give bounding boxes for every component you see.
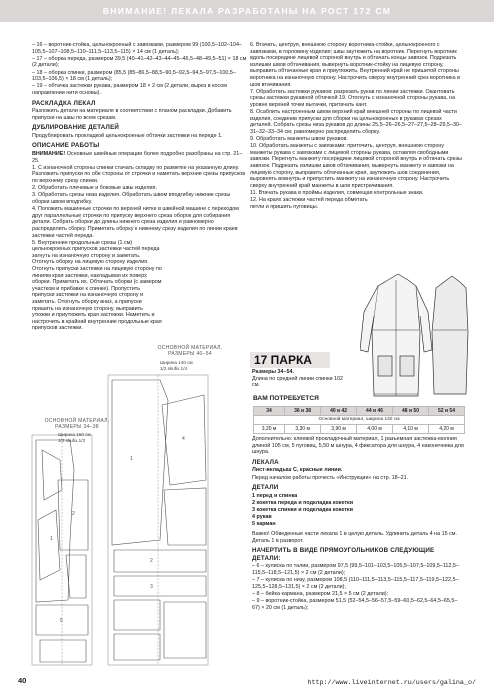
pattern2-label: ОСНОВНОЙ МАТЕРИАЛ, РАЗМЕРЫ 40–54 xyxy=(157,345,223,357)
work-lead xyxy=(32,151,248,164)
pattern-sheet: Лист-вкладыш С, красные линии. xyxy=(252,467,343,474)
step-8: 8. Осаблить настроенным швом верхний край внешней стороны по лицевой части изделия, соединив припуски для сборки на цельнокроеных в рукавах срезах деталей. Собрать срезы низа рукавов до длины 25,5–26–26,5–27–27,5–28–29,5–30–31–32–33–34 см; равномерно распределить сборку. xyxy=(250,109,463,135)
detail-item: 5 карман xyxy=(252,521,276,528)
pattern2-sub: Ширина 140 см 1/2 skufix.1/4 xyxy=(160,360,193,371)
table-cell: 3,30 м xyxy=(285,425,321,434)
left-column xyxy=(32,42,248,333)
work-step-3: 3. Обработать срезы низа изделия. Обработать швом вподгибку нижние срезы оборки швом вподгибку. xyxy=(32,192,231,205)
page-number: 40 xyxy=(18,675,27,685)
table-row xyxy=(254,425,465,434)
step-6: 6. Втачать, центруя, внешнюю сторону воротника-стойки, цельнокроеного с завязками, в горловину изделия; швы заутюжить на воротник. Перегнуть воротник вдоль посередине лицевой стороной внутрь и обтачать концы завязок. Подрезать излишки швов обтачивания, вывернуть воротник-стойку на лицевую сторону, выправить обтачанные края и приутюжить. Внутренний край не пришитой стороны воротника на изнаночную сторону. Настрочить сверху внутренний срез воротника в шов втачивания. xyxy=(250,42,460,88)
step-10: 10. Обработать манжеты с завязками: приточить, центруя, внешнюю сторону манжеты рукава с завязками с лицевой стороны рукава, оставляя свободными завязки. Перегнуть манжету посередине лицевой стороной внутрь и обтачать срезы завязок. Подрезать излишки швов обтачивания, вывернуть манжету и завязки на лицевую сторону, выправить обтачанные края, заутюжить шов соединения, выровнять вовнутрь и припустить манжету на изнаночную сторону. Настрочить сверху внутренний край манжеты в шов пристрачивания. xyxy=(250,143,462,189)
heading-rectangles: НАЧЕРТИТЬ В ВИДЕ ПРЯМОУГОЛЬНИКОВ СЛЕДУЮЩИЕ ДЕТАЛИ: xyxy=(252,547,435,562)
table-cell: 4,00 м xyxy=(357,425,393,434)
detail-16: – 16 – воротник-стойка, цельнокроеный с завязками, размером 99 (100,5–102–104–105,5–107–108,5–110–111,5–113,5–115) × 14 см (1 деталь); xyxy=(32,42,242,55)
heading-work: ОПИСАНИЕ РАБОТЫ xyxy=(32,142,100,150)
table-cell: 4,10 м xyxy=(393,425,429,434)
pattern-layout-diagram xyxy=(30,340,245,670)
detail-item: 3 кокетка спинки и подкладка кокетки xyxy=(252,507,353,514)
step-9: 9. Обработать манжеты швом рукавов. xyxy=(250,136,348,143)
size-col: 52 и 54 xyxy=(429,407,465,416)
parka-illustration xyxy=(360,272,472,402)
detail-item: 4 рукав xyxy=(252,514,272,521)
table-header-row xyxy=(254,407,465,416)
size-col: 44 и 46 xyxy=(357,407,393,416)
svg-text:2: 2 xyxy=(72,511,75,517)
work-step-5: 5. Внутренние продольные срезы (1 см) цельнокроеных припусков застежки частей переда загнуть на изнаночную сторону и заметать. Отогнуть оборку на лицевую сторону изделия. Отогнуть припуски застежки на лицевую сторону по линиям края застежки, накладывая их поверх оборки. Приметать их. Обтачать оборки (с замером участком и прибавке к спинке). Пропустить припуски застежки на изнаночную сторону и заметать. Отогнуть оборку вниз, а припуски пришить на изнаночную сторону, выправить утюжки и приутюжить края застежки. Наметить и настрочить в крайний внутренние продольные края припусков застежки. xyxy=(32,239,162,332)
right-column xyxy=(250,42,465,211)
pattern-instructions: Перед началом работы прочесть «Инструкции» на стр. 18–21. xyxy=(252,474,409,481)
heading-dub: ДУБЛИРОВАНИЕ ДЕТАЛЕЙ xyxy=(32,124,120,132)
svg-text:4: 4 xyxy=(182,436,185,442)
row-label: Основной материал, ширина 140 см xyxy=(254,416,465,425)
size-col: 34 xyxy=(254,407,285,416)
work-lead-bold: ВНИМАНИЕ! xyxy=(32,151,66,157)
svg-text:2: 2 xyxy=(150,558,153,564)
work-step-4: 4. Положить машинные строчки по верхней нитке в швейной машине с переходом друг параллельные строчки по припуску верхнего среза оборок для собирания детали. Собрать оборки до длины нижнего среза изделия и равномерно распределить сборку. Приметать оборку к нижнему срезу изделия по линии краев застежки частей переда. xyxy=(32,206,239,239)
svg-text:3: 3 xyxy=(150,584,153,590)
step-12: 12. На краях застежки частей переда обметать петли и пришить пуговицы. xyxy=(250,197,368,210)
materials-table xyxy=(253,406,465,434)
detail-18: – 18 – оборка спинки, размером (85,5 (85–86,5–88,5–90,5–92,5–94,5–97,5–100,5–103,5–106,5) × 18 см (1 деталь); xyxy=(32,69,236,83)
size-col: 36 и 38 xyxy=(285,407,321,416)
parka-sizes xyxy=(252,369,352,389)
dub-text: Продублировать прокладкой цельнокроеные обтачки застежки на переде 1. xyxy=(32,132,223,139)
heading-layout: РАСКЛАДКА ЛЕКАЛ xyxy=(32,99,96,107)
work-lead-text: Основные швейные операции более подробно разобраны на стр. 21–25. xyxy=(32,151,243,164)
work-step-1: 1. С изнаночной стороны спинки стачать складку по разметке на указанную длину. Разложить припуски по обе стороны от строчки и наметать верхние срезы припусков по верхнему срезу спинки. xyxy=(32,164,246,184)
svg-text:5: 5 xyxy=(60,618,63,624)
table-cell: 3,20 м xyxy=(254,425,285,434)
parka-size-range: Размеры 34–54. xyxy=(252,369,295,375)
size-col: 40 и 42 xyxy=(321,407,357,416)
pattern1-sub: Ширина 150 см 1/2 skufix.1/3 xyxy=(58,432,91,443)
rect-detail-6: – 6 – кулиска по талии, размером 97,5 (99,5–101–103,5–105,5–107,5–109,5–112,5–115,5–118,5–121,5) × 2 см (2 детали); xyxy=(252,563,459,576)
parka-text xyxy=(252,436,465,612)
pattern1-label: ОСНОВНОЙ МАТЕРИАЛ, РАЗМЕРЫ 34–38 xyxy=(44,418,110,430)
table-cell: 4,20 м xyxy=(429,425,465,434)
parka-title: 17 ПАРКА xyxy=(250,352,330,368)
size-col: 48 и 50 xyxy=(393,407,429,416)
rect-detail-7: – 7 – кулиска по низу, размером 108,5 (110–111,5–113,5–115,5–117,5–119,5–122,5–125,5–128,5–131,5) × 2 см (2 детали); xyxy=(252,577,459,590)
svg-text:1: 1 xyxy=(50,536,53,542)
rect-detail-9: – 9 – воротник-стойка, размером 51,5 (52–54,5–56–57,5–59–60,5–62,5–64,5–65,5–67) × 20 см (1 деталь); xyxy=(252,598,458,611)
detail-item: 2 кокетка переда и подкладка кокетки xyxy=(252,499,354,506)
detail-19: – 19 – обтачка застежки рукава, размером 18 × 2 см (2 детали, вырез в косом направлении нити основы). xyxy=(32,83,228,96)
page-banner: ВНИМАНИЕ! ЛЕКАЛА РАЗРАБОТАНЫ НА РОСТ 172 СМ xyxy=(0,0,494,22)
rect-detail-8: – 8 – бейка кармана, размером 21,5 × 5 см (2 детали); xyxy=(252,590,389,597)
detail-item: 1 перед и спинка xyxy=(252,492,298,499)
parka-length: Длина по средней линии спинки 102 см. xyxy=(252,375,344,389)
heading-patterns: ЛЕКАЛА xyxy=(252,458,279,466)
step-7: 7. Обработать застежки рукавов: разрезать рукав по линии застежки. Окантовать срезы застежки рукавной обтачкой 19. Отогнуть с изнаночной стороны рукава, на уровне верхней точки вытачки, притачать кант. xyxy=(250,88,456,108)
work-step-2: 2. Обработать плечевые и боковые швы изделия. xyxy=(32,185,157,192)
source-url: http://www.liveinternet.ru/users/galina_o/ xyxy=(307,678,476,687)
important-note: Важно! Обведенные части лекала 1 в целую деталь. Удлинить деталь 4 на 15 см. Деталь 1 в разворот. xyxy=(252,531,457,544)
table-cell: 3,90 м xyxy=(321,425,357,434)
heading-details: ДЕТАЛИ xyxy=(252,484,279,492)
table-row xyxy=(254,416,465,425)
materials-heading: ВАМ ПОТРЕБУЕТСЯ xyxy=(253,395,319,402)
svg-text:1: 1 xyxy=(130,456,133,462)
layout-text: Разложить детали на материале в соответствии с планом раскладки. Добавить припуски на швы по всем срезам. xyxy=(32,108,232,121)
detail-17: – 17 – оборка переда, размером 39,5 (40–41–42–43–44–45–46,5–48–49,5–51) × 18 см (2 детали); xyxy=(32,55,247,69)
extra-materials: Дополнительно: клеевой прокладочный материал, 1 разъемная застежка-молния длиной 105 см, 5 пуговиц, 5,50 м шнура, 4 фиксатора для шнура, 4 наконечника для шнура. xyxy=(252,436,464,456)
step-11: 11. Втачать рукава в проймы изделия, совмещая контрольные знаки. xyxy=(250,190,424,197)
